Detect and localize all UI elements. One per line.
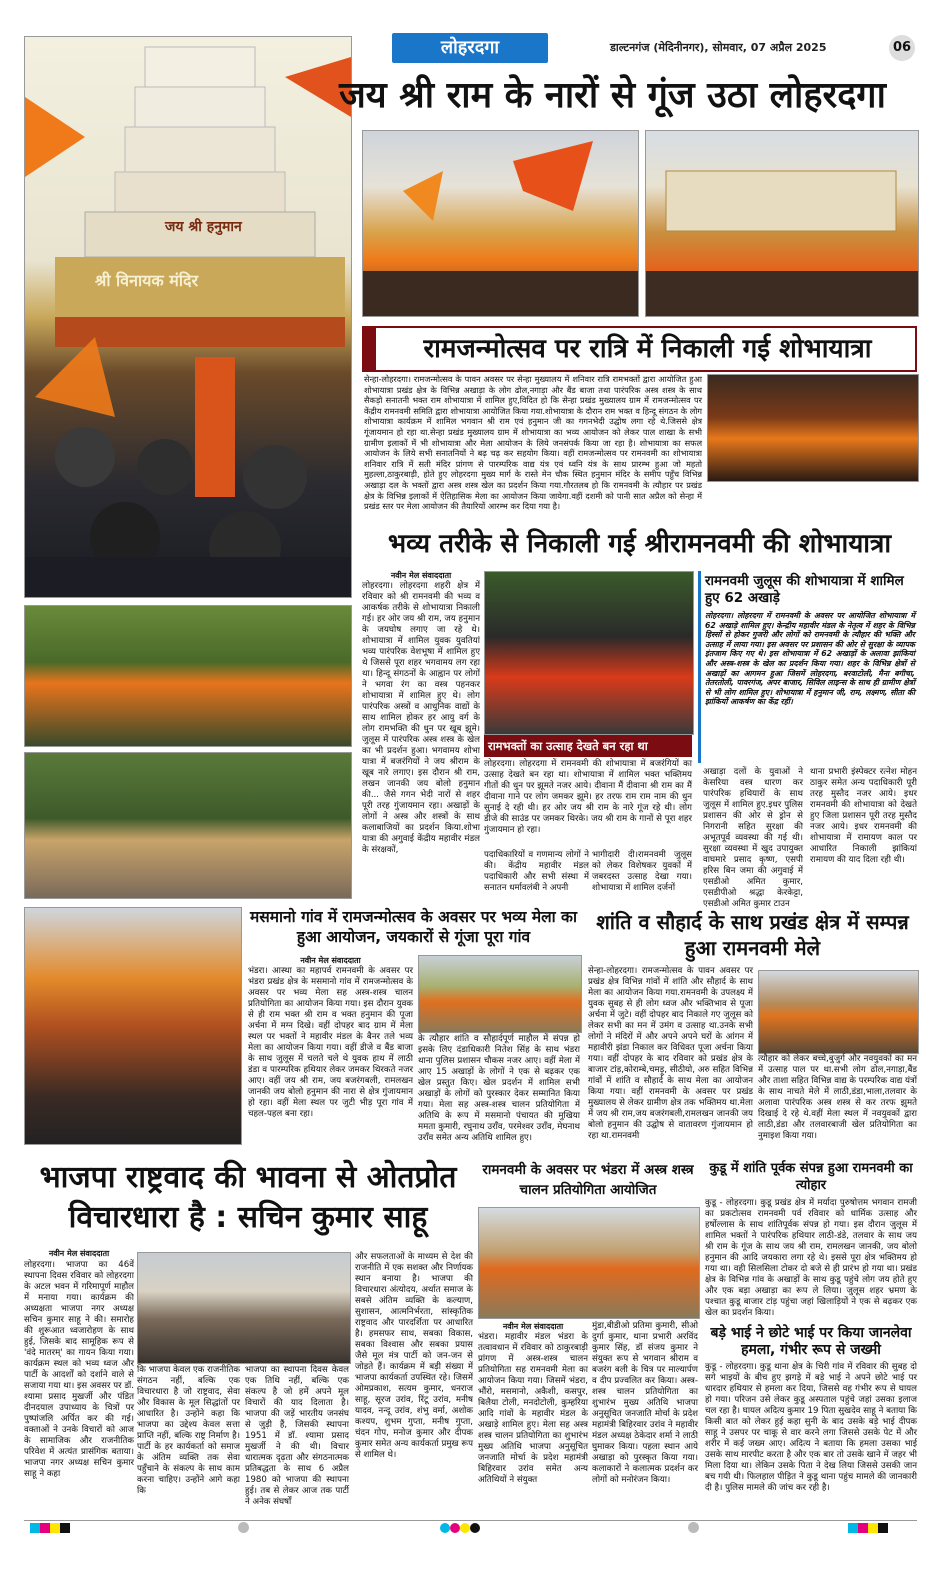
- story5-col1: लोहरदगा। भाजपा का 46वें स्थापना दिवस रविवार को लोहरदगा के अटल भवन में गरिमापूर्ण माहौल में मनाया गया। कार्यक्रम की अध्यक्षता भाजपा नगर अध्यक्ष सचिन कुमार साहू ने की। समारोह की शुरूआत ध्वजारोहण के साथ हुई, जिसके बाद सामूहिक रूप से 'वंदे मातरम्' का गायन किया गया। कार्यक्रम स्थल को भव्य ध्वज और पार्टी के आदर्शों को दर्शाने वाले से सजाया गया था। इस अवसर पर डॉ. श्यामा प्रसाद मुखर्जी और पंडित दीनदयाल उपाध्याय के चित्रों पर पुष्पांजलि अर्पित कर की गई। वक्ताओं ने उनके विचारों को आज के सामाजिक और राजनीतिक परिवेश में अत्यंत प्रासंगिक बताया। भाजपा नगर अध्यक्ष सचिन कुमार साहू ने कहा: [24, 1260, 134, 1479]
- story5-col3: भाजपा का स्थापना दिवस केवल एक तिथि नहीं, बल्कि एक संकल्प है जो हमें अपने मूल विचारों की याद दिलाता है। भाजपा की जड़ें भारतीय जनसंघ से जुड़ी हैं, जिसकी स्थापना 1951 में डॉ. श्यामा प्रसाद मुखर्जी ने की थी। विचार धारात्मक दृढ़ता और संगठनात्मक प्रतिबद्धता के साथ 6 अप्रैल 1980 को भाजपा की स्थापना हुई। तब से लेकर आज तक पार्टी ने अनेक संघर्षों: [245, 1365, 349, 1507]
- color-registration-right: [848, 1523, 888, 1533]
- tableau-photo: [24, 752, 352, 899]
- registration-dot-2: [688, 1522, 699, 1533]
- temple-illustration: [25, 37, 351, 597]
- story4-col2: त्यौहार को लेकर बच्चे,बुजुर्ग और नवयुवकों का मन में उत्साह पाल पर था.सभी लोग ढोल,नगाड़ा,बैंड और ताशा सहित विभिन्न वाद्य के परम्परिक वाद्य यंत्रों के साथ नाचते मेले में लाठी,डंडा,भाला,तलवार के अलावा पारंपरिक अस्त्र शस्त्र से कर तरफ झुमते दिखाई दे रहे थे.वहीं मेला स्थल में नवयुवकों द्वारा लाठी,डंडा और तलवारबाजी खेल प्रतियोगिता का नुमाइश किया गया।: [758, 1054, 917, 1141]
- story2-col1: लोहरदगा। लोहरदगा शहरी क्षेत्र में रविवार को श्री रामनवमी की भव्य व आकर्षक तरीके से शोभायात्रा निकाली गई। हर ओर जय श्री राम, जय हनुमान के जयघोष लगाए जा रहे थे। शोभायात्रा में शामिल युवक युवतियां भव्य पारंपरिक वेशभूषा में शामिल हुए थे जिससे पूरा शहर भगवामय लग रहा था। हिन्दू संगठनों के आह्वान पर लोगों ने भगवा रंग का वस्त्र पहनकर शोभायात्रा में शामिल हुए थे। लोग पारंपरिक अस्त्रों व आधुनिक वाद्यों के साथ शामिल होकर हर आयु वर्ग के लोग रामभक्ति की धुन पर खूब झूमे। जुलूस में पारंपरिक अस्त्र शस्त्र के खेल का भी प्रदर्शन हुआ। भगवामय शोभा यात्रा में बजरंगियों ने जय श्रीराम के खूब नारे लगाए। इस दौरान श्री राम, लखन जानकी जय बोलो हनुमान की... जैसे गगन भेदी नारों से शहर पूरी तरह गुंजायमान रहा। अखाड़ों के लोगों ने अस्त्र और शस्त्रों के साथ कलाबाजियों का प्रदर्शन किया.शोभा यात्रा की अगुवाई केंद्रीय महावीर मंडल के संरक्षकों,: [362, 581, 480, 855]
- akhada-performers-photo: [24, 605, 352, 747]
- main-headline: जय श्री राम के नारों से गूंज उठा लोहरदगा: [339, 75, 886, 116]
- story6-headline: रामनवमी के अवसर पर भंडरा में अस्त्र शस्त्र चालन प्रतियोगिता आयोजित: [482, 1162, 694, 1198]
- story5-col4: और सफलताओं के माध्यम से देश की राजनीति में एक सशक्त और निर्णायक स्थान बनाया है। भाजपा की विचारधारा अंत्योदय, अर्थात समाज के सबसे अंतिम व्यक्ति के कल्याण, सुशासन, आत्मनिर्भरता, सांस्कृतिक राष्ट्रवाद और पारदर्शिता पर आधारित है। हमसफर साथ, सबका विकास, सबका विश्वास और सबका प्रयास जैसे मूल मंत्र पार्टी को जन-जन से जोड़ते हैं। कार्यक्रम में बड़ी संख्या में भाजपा कार्यकर्ता उपस्थित रहे। जिसमें ओमप्रकाश, सत्यम कुमार, धनराज साहू, सूरज उरांव, रिंटू उरांव, मनीष यादव, नन्दू उरांव, शंभु वर्मा, अशोक कश्यप, शुभम गुप्ता, मनीष गुप्ता, चंदन गोप, मनोज कुमार और दीपक कुमार समेत अन्य कार्यकर्ता प्रमुख रूप से शामिल थे।: [355, 1252, 473, 1460]
- story2-col2: लोहरदगा। लोहरदगा में रामनवमी की शोभायात्रा में बजरंगियों का उत्साह देखते बन रहा था। शोभायात्रा में शामिल भक्त भक्तिमय गीतों की धुन पर झूमते नजर आये। दीवाना मैं दीवाना श्री राम का मैं दीवाना गाने पर लोग जमकर झूमे। हर तरफ राम राम नाम की धुन सुनाई दे रही थी। हर ओर जय श्री राम के नारे गूंज रहे थी। लोग डीजे की साउंड पर जमकर थिरके। जय श्री राम के गानों से पूरा शहर गुंजायमान हो रहा।: [484, 759, 692, 835]
- masmano-fair-photo: [24, 907, 242, 1145]
- procession-photo-flags: [362, 130, 639, 317]
- devotees-costume-photo: [484, 571, 694, 735]
- dateline: डाल्टनगंज (मेदिनीनगर), सोमवार, 07 अप्रैल 2025: [610, 41, 827, 54]
- sidebar-62-body: लोहरदगा। लोहरदगा में रामनवमी के अवसर पर आयोजित शोभायात्रा में 62 अखाड़े शामिल हुए। केन्द्रीय महावीर मंडल के नेतृत्व में शहर के विभिन्न हिस्सों से होकर गुजरी और लोगों को रामनवमी के त्यौहार की भक्ति और उत्साह में लाया गया। इस अवसर पर प्रशासन की ओर से सुरक्षा के व्यापक इंतजाम किए गए थे। इस शोभायात्रा में 62 अखाड़ों के अलावा झांकियां और अस्त्र-शस्त्र के खेल का प्रदर्शन किया गया। शहर के विभिन्न क्षेत्रों से अखाड़ों का आगमन हुआ जिसमें लोहरदगा, बरवाटोली, मैना बगीचा, तेतरतोली, पावरगंज, अपर बाजार, सिविल लाइन्स के साथ ही ग्रामीण क्षेत्रों से भी लोग शामिल हुए। शोभायात्रा में हनुमान जी, राम, लक्ष्मण, सीता की झांकियों आकर्षण का केंद्र रहीं।: [705, 611, 915, 707]
- story7-headline: कुडू में शांति पूर्वक संपन्न हुआ रामनवमी का त्योहार: [709, 1161, 913, 1193]
- flags-illustration: [363, 131, 638, 316]
- story4-headline: शांति व सौहार्द के साथ प्रखंड क्षेत्र में सम्पन्न हुआ रामनवमी मेले: [596, 910, 909, 960]
- story6-col2: मुंडा,बीडीओ प्रतिमा कुमारी, सीओ दुर्गा कुमार, थाना प्रभारी अरविंद कुमार सिंह, डॉ संजय कुमार ने संयुक्त रूप से भगवान श्रीराम व बजरंग बली के चित्र पर माल्यार्पण व दीप प्रज्वलित कर किया। अस्त्र-शस्त्र चालन प्रतियोगिता का शुभारंभ मुख्य अतिथि भाजपा अनुसूचित जनजाति मोर्चा के प्रदेश महामंत्री बिहिरवार उरांव ने महावीर मंडल अध्यक्ष ठेकेदार शर्मा ने लाठी घुमाकर किया। पहला स्थान आये अखाड़ा को पुरस्कृत किया गया। कलाकारों ने कलात्मक प्रदर्शन कर लोगों को मनोरंजन किया।: [592, 1321, 698, 1485]
- story8-headline: बड़े भाई ने छोटे भाई पर किया जानलेवा हमला, गंभीर रूप से जख्मी: [710, 1325, 912, 1358]
- story4-col1: सेन्हा-लोहरदगा। रामजन्मोत्सव के पावन अवसर पर प्रखंड क्षेत्र विभिन्न गांवों में शांति और सौहार्द के साथ मेला का आयोजन किया गया.रामनवमी के उपलक्ष्य में युवक सुबह से ही लोग ध्वज और भक्तिभाव से पूजा अर्चना में जुटे। वहीं दोपहर बाद निकाले गए जुलूस को लेकर सभी का मन में उमंग व उत्साह था.उनके सभी लोगों ने मंदिरों में और अपने अपने घरों के आंगन में महावीरी झंडा निकाल कर विधिवत पूजा अर्चना किया गया। वहीं दोपहर के बाद रविवार को प्रखंड क्षेत्र के बाजार टांड़,कोराम्बे,चमड़ू, सीठीयो, अरु सहित विभिन्न गांवों में शांति व सौहार्द के साथ मेला का आयोजन किया गया। वहीं रामनवमी के अवसर पर प्रखंड मुख्यालय से लेकर ग्रामीण क्षेत्र तक भक्तिमय था.मेला में जय श्री राम,जय बजरंगबली,रामलखन जानकी जय बोलो हनुमान की उद्घोष से वातावरण गुंजायमान हो रहा था.रामनवमी: [588, 966, 753, 1141]
- story5-byline: नवीन मेल संवाददाता: [48, 1249, 110, 1258]
- story2-col2b: पदाधिकारियों व गणमान्य लोगों ने की। केंद्रीय महावीर मंडल पदाधिकारी और सभी संस्था में सनातन धर्मावलंबी ने अपनी: [484, 850, 589, 893]
- story2-col5: थाना प्रभारी इंस्पेक्टर रत्नेश मोहन ठाकुर समेत अन्य पदाधिकारी पूरी तरह मुस्तैद नजर आये। इधर रामनवमी की शोभायात्रा को देखते हुए जिला प्रशासन पूरी तरह मुस्तैद नजर आये। इधर रामनवमी की शोभायात्रा में रामायण काल पर आधारित निकाली झांकियां रामायण की याद दिला रही थी।: [810, 767, 917, 865]
- color-registration-left: [30, 1523, 70, 1533]
- story1-headline: रामजन्मोत्सव पर रात्रि में निकाली गई शोभायात्रा: [423, 334, 872, 364]
- temple-arch-sign: श्री विनायक मंदिर: [95, 271, 198, 290]
- masmano-ground-photo: [418, 955, 582, 1033]
- story5-col2: कि भाजपा केवल एक राजनीतिक संगठन नहीं, बल्कि एक विचारधारा है जो राष्ट्रवाद, सेवा और विकास के मूल सिद्धांतों पर आधारित है। उन्होंने कहा कि भाजपा का उद्देश्य केवल सत्ता प्राप्ति नहीं, बल्कि राष्ट्र निर्माण है। पार्टी के हर कार्यकर्ता को समाज के अंतिम व्यक्ति तक सेवा पहुँचाने के संकल्प के साथ काम करना चाहिए। उन्होंने आगे कहा कि: [137, 1365, 240, 1496]
- footer-rule: [24, 1520, 917, 1521]
- bjp-foundation-day-photo: [137, 1252, 351, 1364]
- story3-headline: मसमानो गांव में रामजन्मोत्सव के अवसर पर भव्य मेला का हुआ आयोजन, जयकारों से गूंजा पूरा गांव: [250, 908, 577, 946]
- section-label: लोहरदगा: [392, 33, 548, 63]
- story2-col3: भागीदारी दी।रामनवमी जुलूस को लेकर विशेषकर युवकों में जबरदस्त उत्साह देखा गया। शोभायात्रा में शामिल दर्जनों: [592, 850, 692, 893]
- story8-body: कुडू - लोहरदगा। कुडू थाना क्षेत्र के चिरी गांव में रविवार की सुबह दो सगे भाइयों के बीच हुए झगड़े में बड़े भाई ने अपने छोटे भाई पर धारदार हथियार से हमला कर दिया, जिससे वह गंभीर रूप से घायल हो गया। परिजन उसे लेकर कुडू अस्पताल पहुंचे जहां उसका इलाज चल रहा है। घायल अदित्य कुमार 19 पिता सुखदेव साहू ने बताया कि किसी बात को लेकर हुई कहा सुनी के बाद उसके बड़े भाई दीपक साहू ने उसपर पर चाकू से वार करने लगा जिससे उसके पेट में और शरीर में कई जख्म आए। अदित्य ने बताया कि हमला उसका भाई उसके साथ मारपीट करता है और एक बार तो उसके खाने में जहर भी मिला दिया था। लेकिन उसके पिता ने देख लिया जिससे उसकी जान बच गयी थी। फिलहाल पीड़ित ने कुडू थाना पहुंच मामले की जानकारी दी है। पुलिस मामले की जांच कर रही है।: [705, 1362, 917, 1493]
- temple-crowd-illustration: [646, 131, 918, 316]
- color-registration-center: [440, 1523, 480, 1533]
- temple-procession-photo: [24, 36, 352, 598]
- story2-byline: नवीन मेल संवाददाता: [390, 571, 452, 580]
- story5-headline: भाजपा राष्ट्रवाद की भावना से ओतप्रोत विचारधारा है : सचिन कुमार साहू: [39, 1160, 457, 1235]
- temple-sign: जय श्री हनुमान: [165, 219, 242, 235]
- story2-headline: भव्य तरीके से निकाली गई श्रीरामनवमी की शोभायात्रा: [387, 529, 892, 559]
- temple-crowd-photo: [645, 130, 919, 317]
- story3-byline: नवीन मेल संवाददाता: [300, 956, 361, 965]
- story6-col1: भंडरा। महावीर मंडल भंडरा के तत्वावधान में रविवार को ठाकुरबाड़ी प्रांगण में अस्त्र-शस्त्र चालन प्रतियोगिता सह रामनवमी मेला का आयोजन किया गया। जिसमें भंडरा, भौंरो, मसमानो, अकैशी, कसपुर, बिलैया टोली, मनदोटोली, कुम्हरिया आदि गांवों के महावीर मंडल के अखाड़े शामिल हुए। मेला सह अस्त्र शस्त्र चालन प्रतियोगिता का शुभारंभ मुख्य अतिथि भाजपा अनुसूचित जनजाति मोर्चा के प्रदेश महामंत्री बिहिरवार उरांव समेत अन्य अतिथियों ने संयुक्त: [478, 1332, 588, 1485]
- story2-col4: अखाड़ा दलों के युवाओं ने केसरिया वस्त्र धारण कर पारंपरिक हथियारों के साथ जुलूस में शामिल हुए.इधर पुलिस प्रशासन की ओर से ड्रोन से निगरानी सहित सुरक्षा की अभूतपूर्व व्यवस्था की गई थी। सुरक्षा व्यवस्था में खुद उपायुक्त वाघमारे प्रसाद कृष्ण, एसपी हरिस बिन जमा की अगुवाई में एसडीओ अमित कुमार, एसडीपीओ श्रद्धा केरकेट्टा, एसडीओ अमित कुमार टाउन: [703, 767, 803, 909]
- story3-col1: भंडरा। आस्था का महापर्व रामनवमी के अवसर पर भंडरा प्रखंड क्षेत्र के मसमानो गांव में रामजन्मोत्सव के अवसर पर भव्य मेला सह अस्त्र-शस्त्र चालन प्रतियोगिता का आयोजन किया गया। इस दौरान युवक से ही राम भक्त श्री राम व भक्त हनुमान की पूजा अर्चना में मग्न दिखे। वहीं दोपहर बाद ग्राम में मेला स्थल पर भक्तों ने महावीर मंडल के बैनर तले भव्य मेला का आयोजन किया गया। वहीं डीजे व बैंड बाजा के साथ जुलूस में चलते चले थे युवक हाथ में लाठी डंडा व पारम्परिक हथियार लेकर जमकर थिरकते नजर आए। वहीं जय श्री राम, जय बजरंगबली, रामलखन जानकी जय बोलो हनुमान की नारा से क्षेत्र गुंजायमान हो रहा। वहीं मेला स्थल पर जुटी भीड़ पूरा गांव में चहल-पहल बना रहा।: [248, 966, 413, 1119]
- story7-body: कुडू - लोहरदगा। कुडू प्रखंड क्षेत्र में मर्यादा पुरुषोत्तम भगवान रामजी का प्रकटोत्सव रामनवमी पर्व रविवार को धार्मिक उत्साह और हर्षोल्लास के साथ शांतिपूर्वक संपन्न हो गया। इस दौरान जुलूस में शामिल भक्तों ने पारंपरिक हथियार लाठी-डंडे, तलवार के साथ जय श्री राम के गूंज के साथ जय श्री राम, रामलखन जानकी, जय बोलो हनुमान की आदि जयकारा लगा रहे थे। इससे पूरा क्षेत्र भक्तिमय हो गया था। वही सिलसिला टोकर दो बजे से ही प्रारंभ हो गया था। प्रखंड क्षेत्र के विभिन्न गांव के अखाड़ों के साथ कुडू पहुंचे लोग जय होते हुए और एक बड़ा अखाड़ा का रूप ले लिया। जुलूस शहर भ्रमण के पश्चात कुडू बाजार टांड़ पहुंचा जहां खिलाड़ियों ने एक से बढ़कर एक खेल का प्रदर्शन किया।: [705, 1198, 917, 1318]
- story2-photo-caption: रामभक्तों का उत्साह देखते बन रहा था: [488, 739, 648, 753]
- story1-body: सेन्हा-लोहरदगा। रामजन्मोत्सव के पावन अवसर पर सेन्हा मुख्यालय में शनिवार रात्रि रामभक्तों द्वारा आयोजित हुआ शोभायात्रा प्रखंड क्षेत्र के विभिन्न अखाड़ा के लोग ढोल,नगाड़ा और बैंड बाजा तथा पारंपरिक अस्त्र शस्त्र के साथ सैकड़ो सनातनी भक्त राम शोभायात्रा में शामिल हुए,विदित हो कि सेन्हा प्रखंड मुख्यालय ग्राम में रामजन्मोत्सव पर केंद्रीय रामनवमी समिति द्वारा शोभायात्रा आयोजित किया गया.शोभायात्रा के दौरान राम भक्त व हिन्दू संगठन के लोग शोभायात्रा कार्यक्रम में शामिल भगवान श्री राम एवं हनुमान जी का गगनभेदी उद्घोष लगा रहे थे.जिससे क्षेत्र गूंजायमान हो रहा था.सेन्हा प्रखंड मुख्यालय ग्राम में शोभायात्रा का भव्य आयोजन को लेकर पाल शाखा के सभी ग्रामीण इलाकों में भी शोभायात्रा और मेला आयोजन के लिये जनसंपर्क किया जा रहा है। शोभायात्रा का सफल आयोजन के लिये सभी सनातनियों ने बढ़ चढ़ कर सहयोग किया। वहीं रामजन्मोत्सव पर रामनवमी का शोभायात्रा शनिवार रात्रि में सती मंदिर प्रांगण से पारम्परिक वाद्य यंत्र एवं ध्वनि यंत्र के साथ प्रारम्भ हुआ जो महतो मुहल्ला,ठाकुरबाड़ी, होते हुए लोहरदगा मुख्य मार्ग के रास्ते मेन चौक स्थित हनुमान मंदिर के समीप पहुँच विभिन्न अखाड़ा दल के भक्तों द्वारा अस्त्र शस्त्र खेल का प्रदर्शन किया गया.गौरतलब हो कि रामनवमी के त्यौहार पर प्रखंड क्षेत्र के विभिन्न इलाकों में ऐतिहासिक मेला का आयोजन किया जायेगा.वहीं दशमी को पानी सात अप्रैल को सेन्हा में प्रखंड स्तर पर मेला आयोजन की तैयारियों आरम्भ कर दिया गया है।: [364, 374, 702, 512]
- prakhand-fair-photo: [758, 970, 919, 1054]
- story3-col2: के त्यौहार शांति व सौहार्दपूर्ण माहौल में संपन्न हो इसके लिए दंडाधिकारी नितेश सिंह के साथ भंडरा थाना पुलिस प्रशासन चौकस नजर आए। वहीं मेला में आए 15 अखाड़ों के लोगों ने एक से बढ़कर एक खेल प्रस्तुत किए। खेल प्रदर्शन में शामिल सभी अखाड़ों के लोगों को पुरस्कार देकर सम्मानित किया गया। मेला सह अस्त्र-शस्त्र चालन प्रतियोगिता में अतिथि के रूप में मसमानो पंचायत की मुखिया ममता कुमारी, रघुनाथ उराँव, परमेश्वर उराँव, मेघनाथ उराँव समेत अन्य अतिथि शामिल हुए।: [418, 1034, 580, 1143]
- sidebar-62-headline: रामनवमी जुलूस की शोभायात्रा में शामिल हुए 62 अखाड़े: [705, 573, 904, 606]
- story6-byline: नवीन मेल संवाददाता: [502, 1322, 564, 1331]
- night-procession-photo: [707, 374, 919, 482]
- page-number: 06: [889, 35, 915, 61]
- weapon-contest-photo: [478, 1207, 700, 1319]
- registration-dot-1: [238, 1522, 249, 1533]
- story1-body-tail: [364, 482, 917, 510]
